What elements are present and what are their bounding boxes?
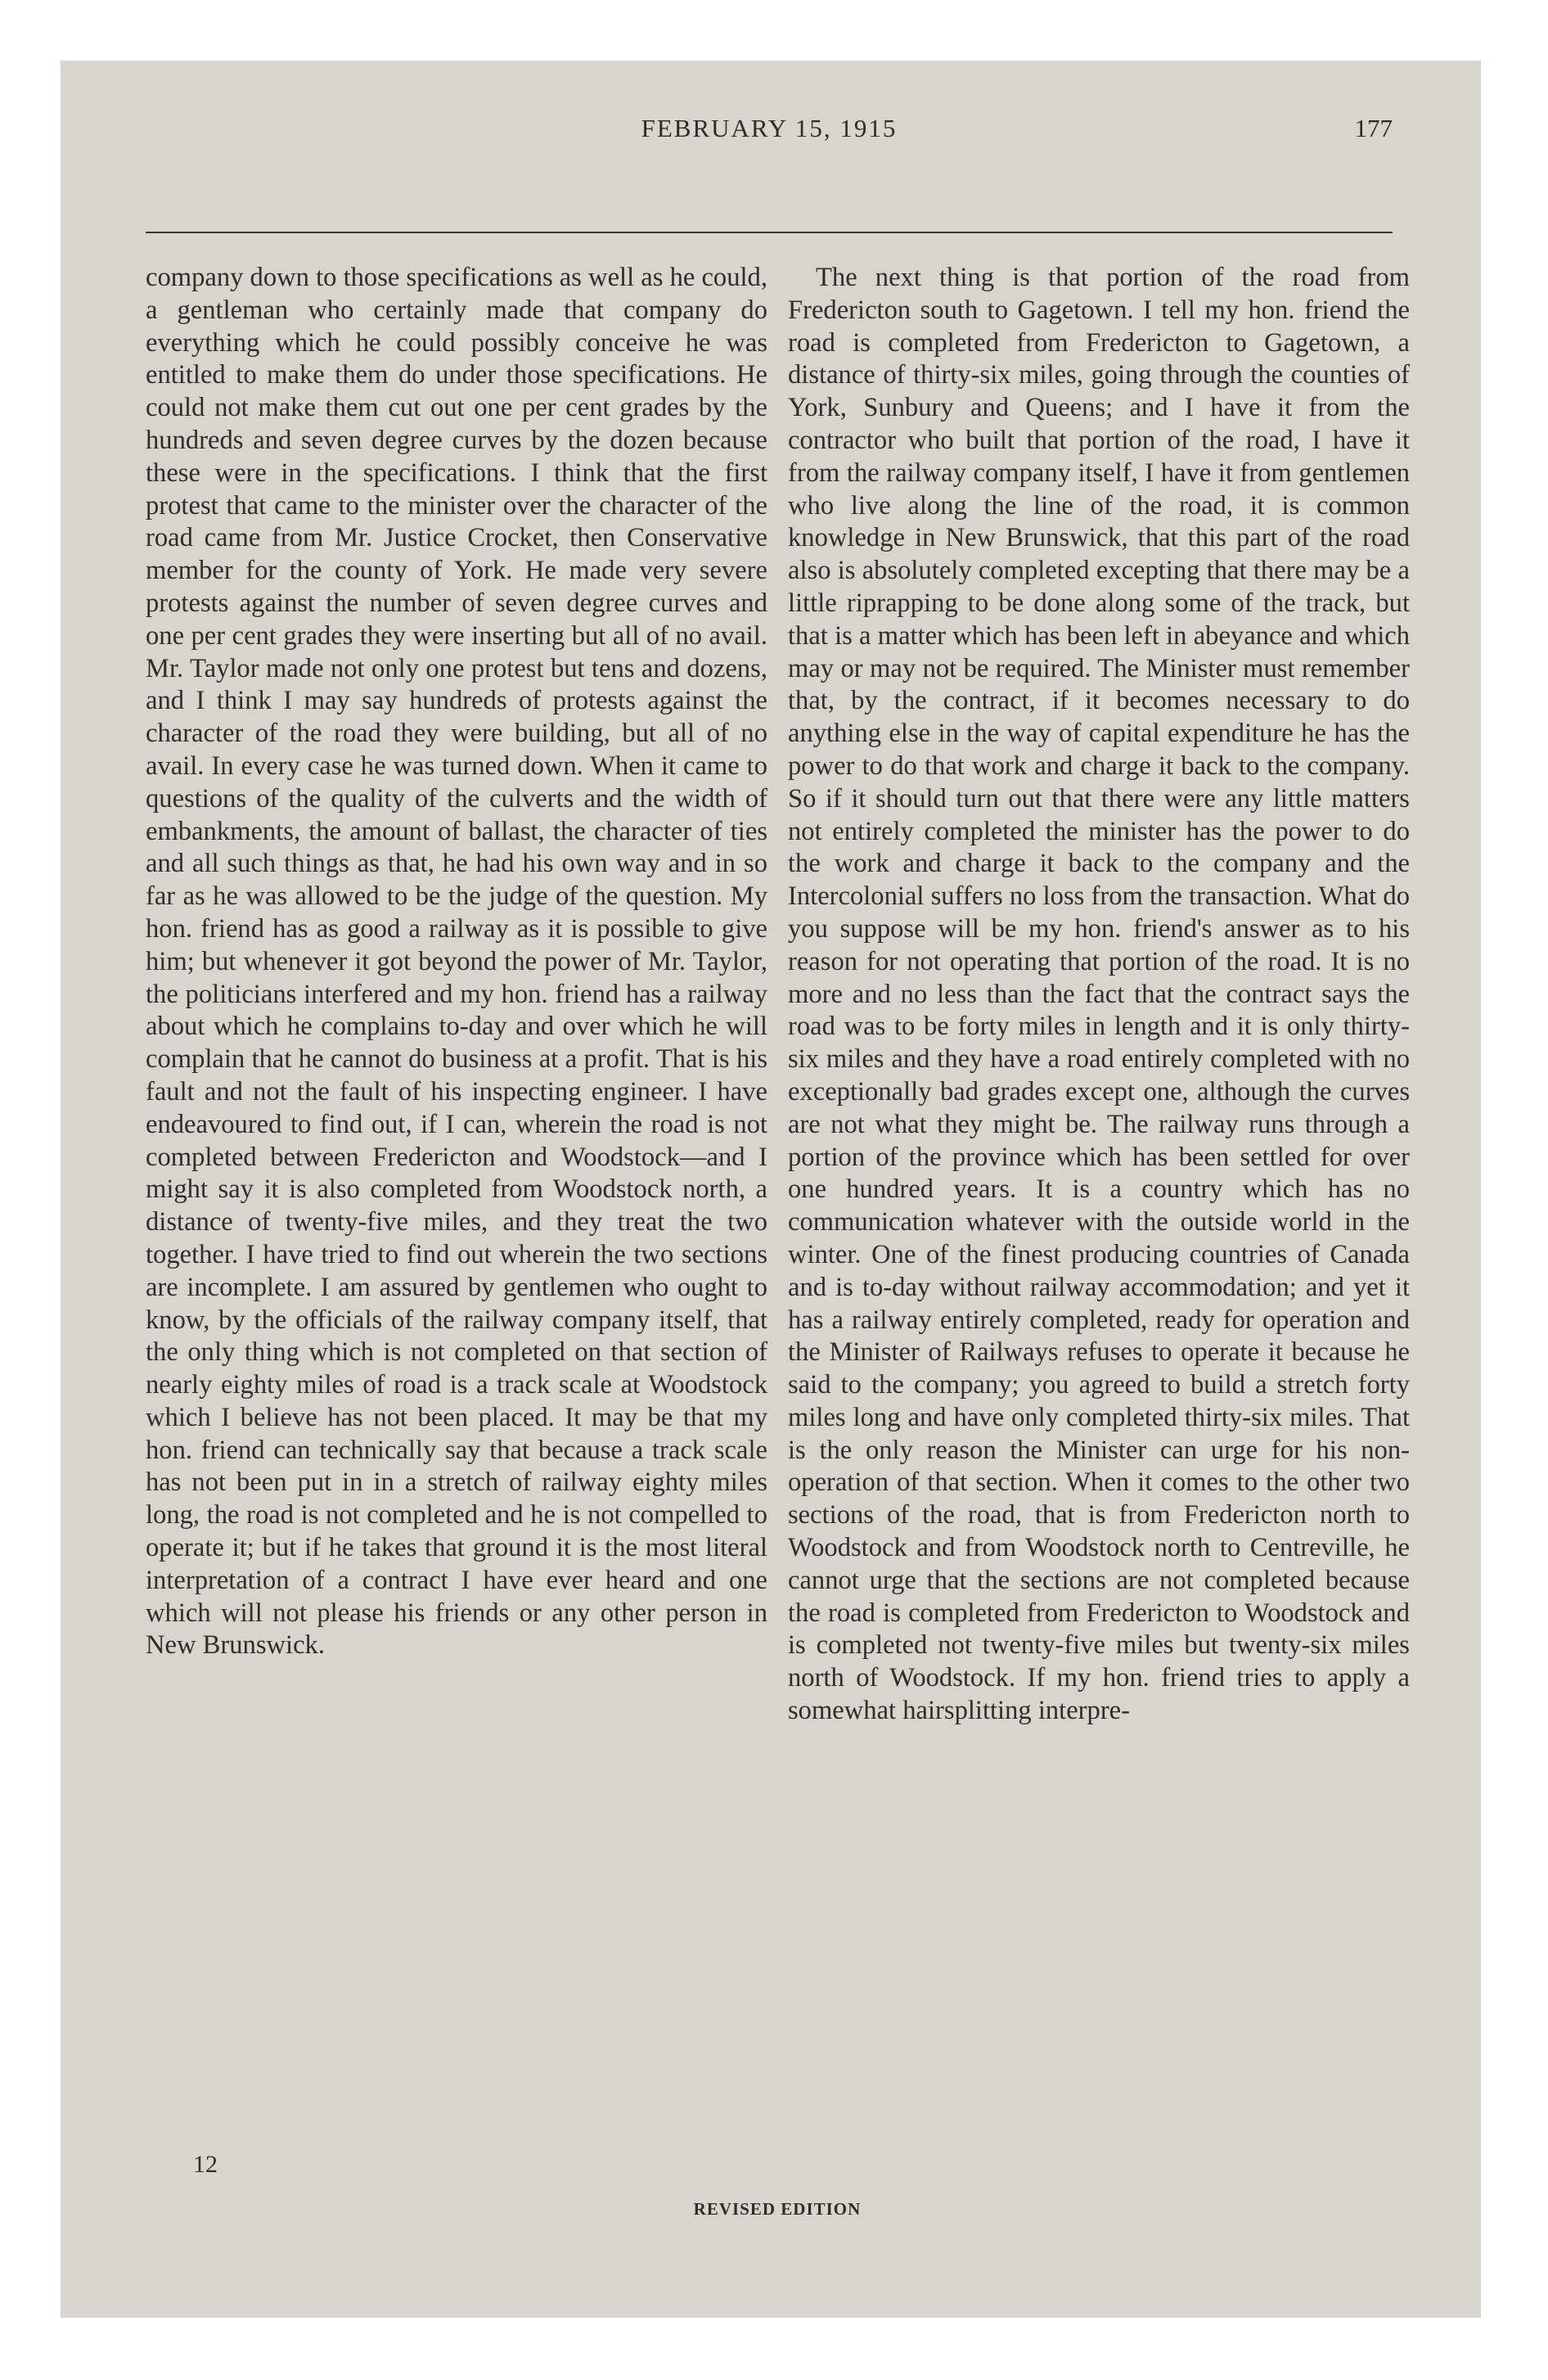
- page-header: [146, 109, 1393, 158]
- signature-mark: 12: [193, 2151, 218, 2178]
- header-rule: [146, 232, 1393, 233]
- page-number: 177: [1354, 114, 1393, 142]
- right-column-text: The next thing is that portion of the road from Fredericton south to Gagetown. I tell my hon. friend the road is completed from Fredericton to Gagetown, a distance of thirty-six miles, going through the counties of York, Sunbury and Queens; and I have it from the contractor who built that portion of the road, I have it from the railway company itself, I have it from gentlemen who live along the line of the road, it is common knowledge in New Brunswick, that this part of the road also is absolutely completed excepting that there may be a little riprapping to be done along some of the track, but that is a matter which has been left in abeyance and which may or may not be required. The Minister must remember that, by the contract, if it becomes necessary to do anything else in the way of capital expenditure he has the power to do that work and charge it back to the company. So if it should turn out that there were any little matters not entirely completed the minister has the power to do the work and charge it back to the company and the Intercolonial suffers no loss from the transaction. What do you suppose will be my hon. friend's answer as to his reason for not operating that portion of the road. It is no more and no less than the fact that the contract says the road was to be forty miles in length and it is only thirty-six miles and they have a road entirely completed with no exceptionally bad grades except one, although the curves are not what they might be. The railway runs through a portion of the province which has been settled for over one hundred years. It is a country which has no communication whatever with the outside world in the winter. One of the finest producing countries of Canada and is to-day without railway accommodation; and yet it has a railway entirely completed, ready for operation and the Minister of Railways refuses to operate it because he said to the company; you agreed to build a stretch forty miles long and have only completed thirty-six miles. That is the only reason the Minister can urge for his non-operation of that section. When it comes to the other two sections of the road, that is from Fredericton north to Woodstock and from Woodstock north to Centreville, he cannot urge that the sections are not completed because the road is completed from Fredericton to Woodstock and is completed not twenty-five miles but twenty-six miles north of Woodstock. If my hon. friend tries to apply a somewhat hairsplitting interpre-: [788, 263, 1410, 1726]
- edition-footer: REVISED EDITION: [693, 2199, 862, 2219]
- running-head: FEBRUARY 15, 1915: [641, 114, 898, 142]
- right-column: [788, 262, 1410, 2169]
- left-column: [146, 262, 767, 2169]
- left-column-text: company down to those specifications as well as he could, a gentleman who certainly made that company do everything which he could possibly conceive he was entitled to make them do under those specifications. He could not make them cut out one per cent grades by the hundreds and seven degree curves by the dozen because these were in the specifications. I think that the first protest that came to the minister over the character of the road came from Mr. Justice Crocket, then Conservative member for the county of York. He made very severe protests against the number of seven degree curves and one per cent grades they were inserting but all of no avail. Mr. Taylor made not only one protest but tens and dozens, and I think I may say hundreds of protests against the character of the road they were building, but all of no avail. In every case he was turned down. When it came to questions of the quality of the culverts and the width of embankments, the amount of ballast, the character of ties and all such things as that, he had his own way and in so far as he was allowed to be the judge of the question. My hon. friend has as good a railway as it is possible to give him; but whenever it got beyond the power of Mr. Taylor, the politicians interfered and my hon. friend has a railway about which he complains to-day and over which he will complain that he cannot do business at a profit. That is his fault and not the fault of his inspecting engineer. I have endeavoured to find out, if I can, wherein the road is not completed between Fredericton and Woodstock—and I might say it is also completed from Woodstock north, a distance of twenty-five miles, and they treat the two together. I have tried to find out wherein the two sections are incomplete. I am assured by gentlemen who ought to know, by the officials of the railway company itself, that the only thing which is not completed on that section of nearly eighty miles of road is a track scale at Woodstock which I believe has not been placed. It may be that my hon. friend can technically say that because a track scale has not been put in in a stretch of railway eighty miles long, the road is not completed and he is not compelled to operate it; but if he takes that ground it is the most literal interpretation of a contract I have ever heard and one which will not please his friends or any other person in New Brunswick.: [146, 263, 767, 1661]
